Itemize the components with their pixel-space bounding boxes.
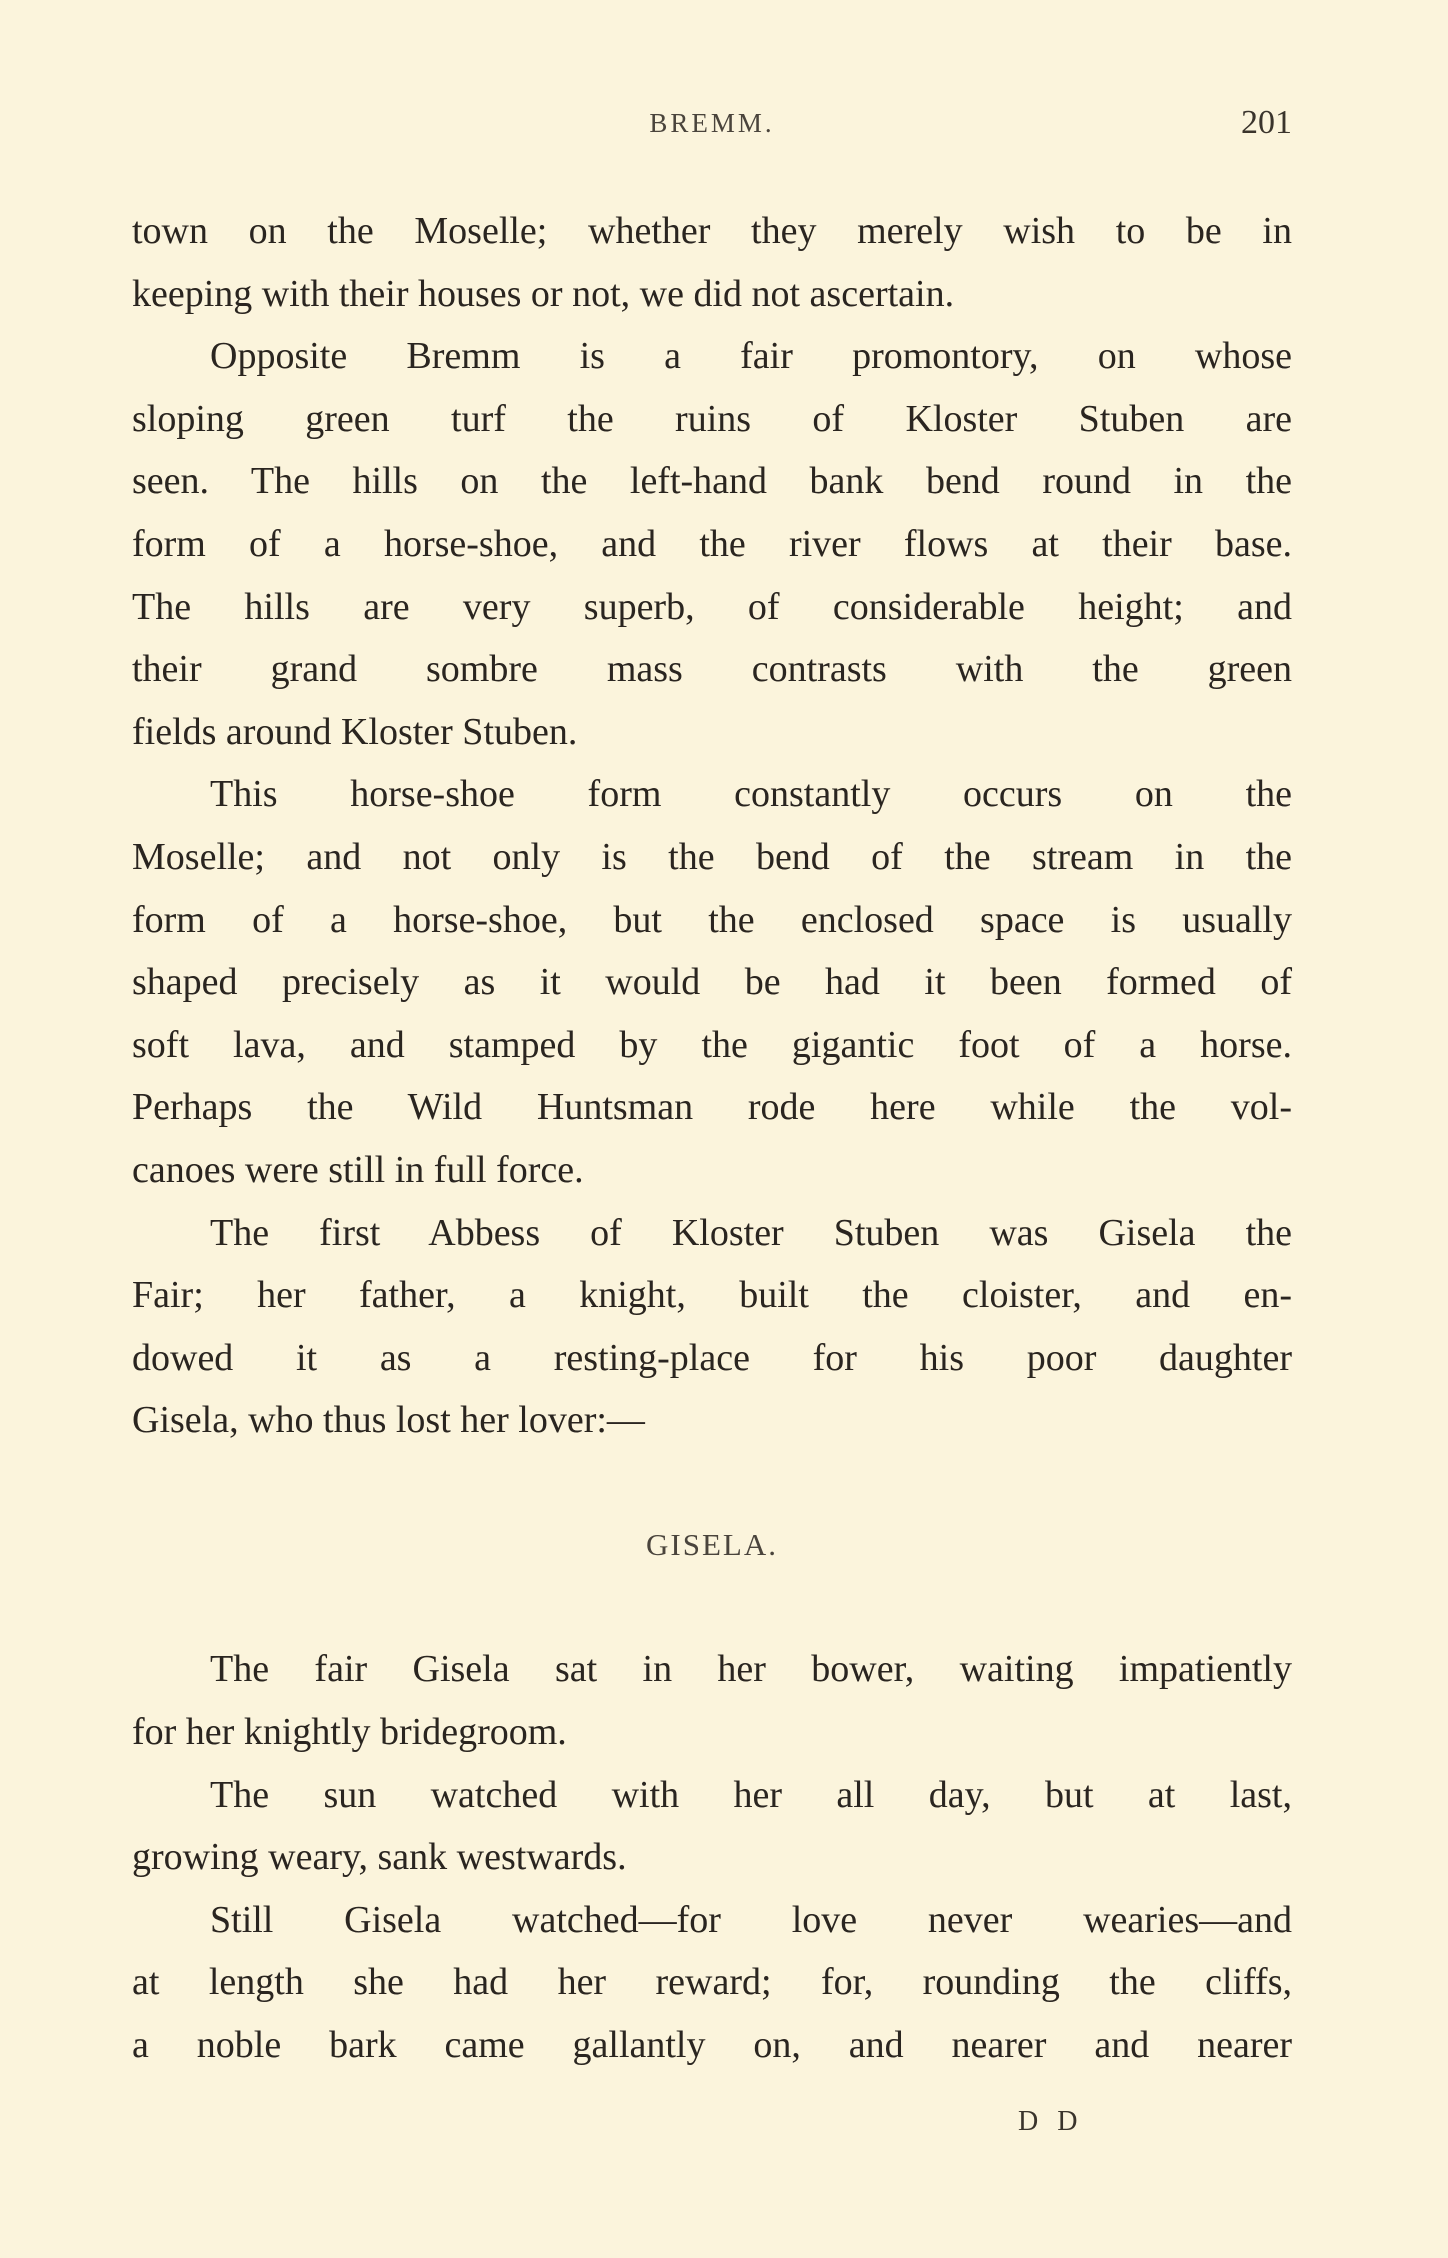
text-line: Opposite Bremm is a fair promontory, on whose [210, 335, 1292, 378]
text-line: for her knightly bridegroom. [132, 1711, 567, 1754]
paragraph [132, 1764, 1292, 1889]
paragraph [132, 325, 1292, 763]
paragraph [132, 1638, 1292, 1763]
text-line: growing weary, sank westwards. [132, 1836, 627, 1879]
signature-mark: D D [1018, 2106, 1084, 2137]
paragraph [132, 1889, 1292, 2077]
text-line: Gisela, who thus lost her lover:— [132, 1399, 645, 1442]
text-line: Fair; her father, a knight, built the cloister, and en- [132, 1274, 1292, 1317]
text-line: fields around Kloster Stuben. [132, 710, 578, 753]
text-line: shaped precisely as it would be had it been formed of [132, 961, 1292, 1004]
text-line: town on the Moselle; whether they merely wish to be in [132, 210, 1292, 252]
page-number: 201 [1241, 104, 1292, 141]
text-line: form of a horse-shoe, but the enclosed space is usually [132, 898, 1292, 941]
text-line: keeping with their houses or not, we did not ascertain. [132, 272, 955, 315]
text-line: dowed it as a resting-place for his poor daughter [132, 1336, 1292, 1379]
text-line: a noble bark came gallantly on, and nearer and nearer [132, 2024, 1292, 2067]
text-line: The first Abbess of Kloster Stuben was Gisela the [210, 1211, 1292, 1254]
running-head [132, 104, 1292, 144]
body-text [132, 200, 1292, 2077]
paragraph [132, 763, 1292, 1201]
paragraph [132, 1202, 1292, 1452]
text-line: sloping green turf the ruins of Kloster Stuben are [132, 397, 1292, 440]
text-line: canoes were still in full force. [132, 1148, 584, 1191]
text-line: at length she had her reward; for, rounding the cliffs, [132, 1961, 1292, 2004]
text-line: form of a horse-shoe, and the river flows at their base. [132, 522, 1292, 565]
text-line: The fair Gisela sat in her bower, waiting impatiently [210, 1648, 1292, 1691]
text-line: Perhaps the Wild Huntsman rode here while the vol- [132, 1086, 1292, 1129]
text-line: The hills are very superb, of considerable height; and [132, 585, 1292, 628]
section-title: GISELA. [646, 1526, 778, 1562]
text-line: This horse-shoe form constantly occurs on the [210, 773, 1292, 816]
text-line: seen. The hills on the left-hand bank bend round in the [132, 460, 1292, 503]
text-line: soft lava, and stamped by the gigantic foot of a horse. [132, 1023, 1292, 1066]
text-line: The sun watched with her all day, but at last, [210, 1773, 1292, 1816]
text-line: Moselle; and not only is the bend of the stream in the [132, 835, 1292, 878]
running-title: BREMM. [649, 108, 775, 138]
paragraph [132, 200, 1292, 325]
text-line: Still Gisela watched—for love never wearies—and [210, 1898, 1292, 1941]
text-line: their grand sombre mass contrasts with the green [132, 648, 1292, 691]
